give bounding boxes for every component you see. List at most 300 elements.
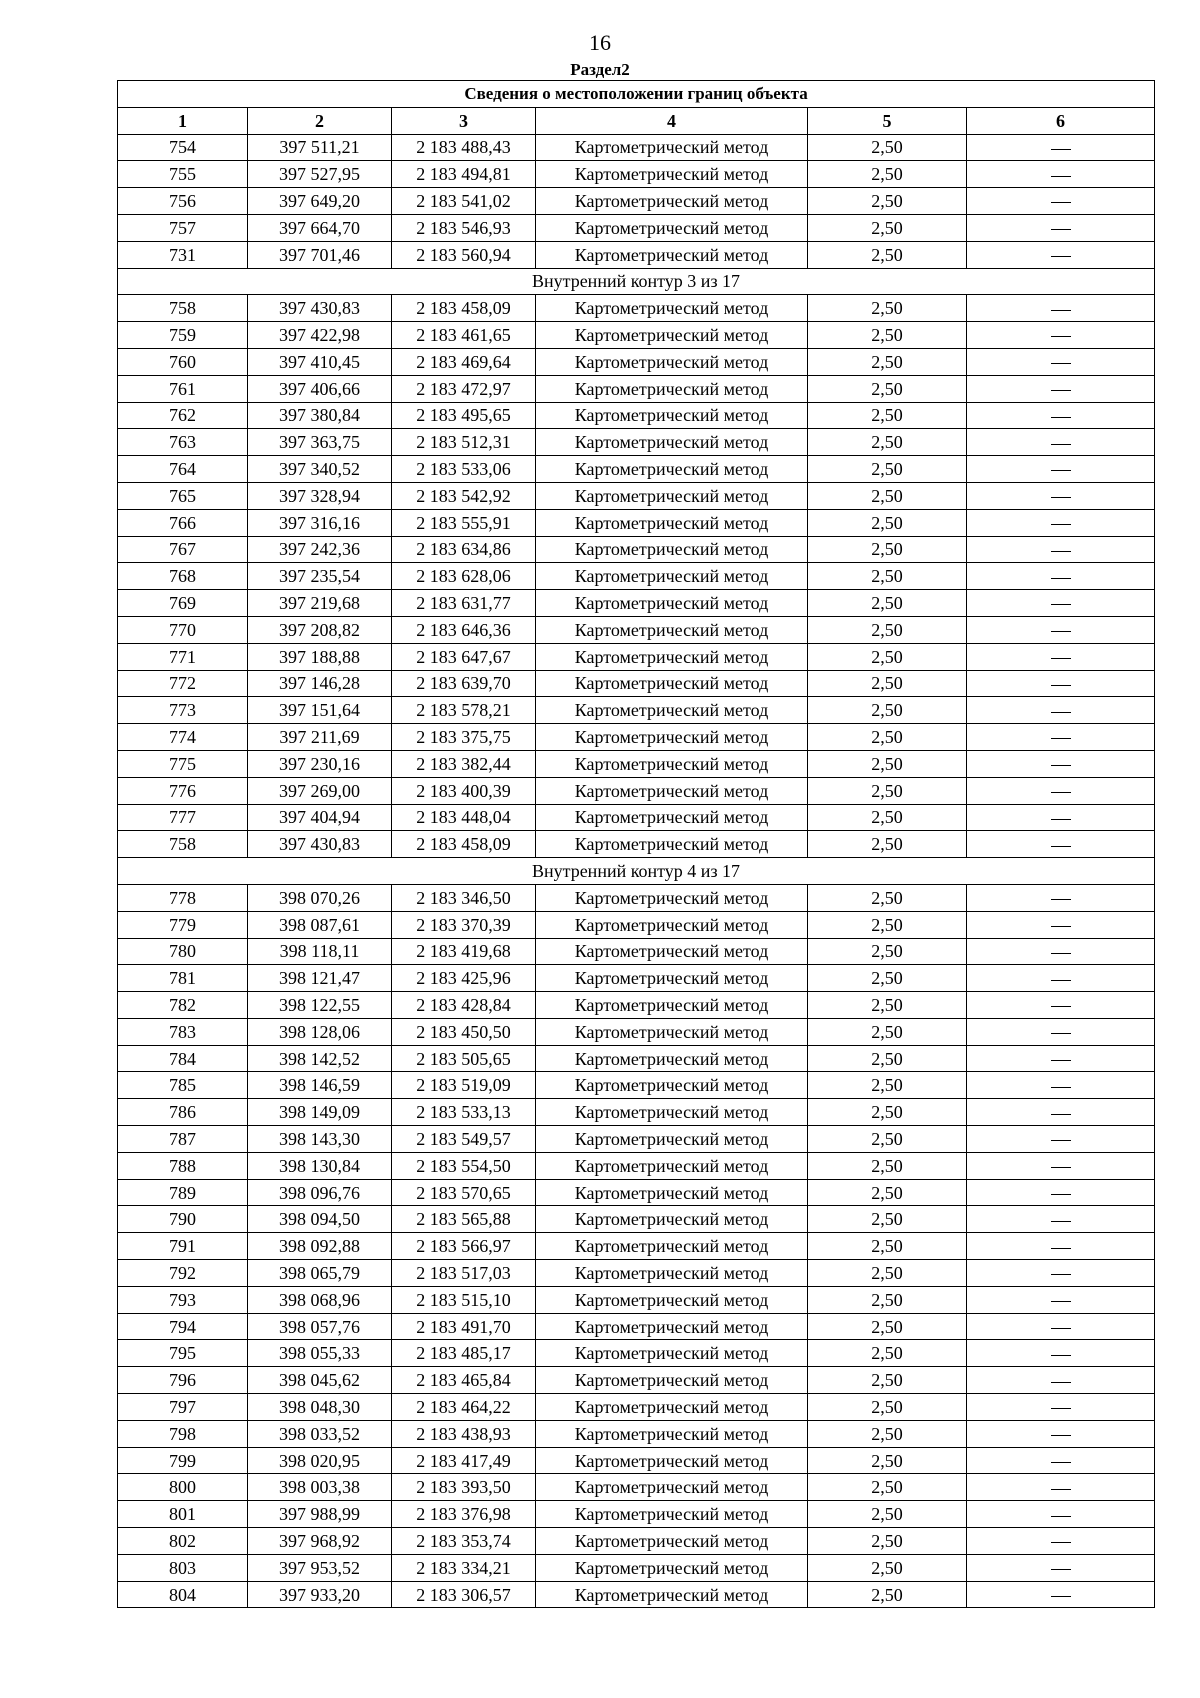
- em-dash: [1051, 792, 1071, 793]
- accuracy-cell: 2,50: [808, 1340, 967, 1367]
- method-cell: Картометрический метод: [536, 965, 808, 992]
- accuracy-cell: 2,50: [808, 965, 967, 992]
- point-number-cell: 788: [118, 1152, 248, 1179]
- point-number-cell: 772: [118, 670, 248, 697]
- method-cell: Картометрический метод: [536, 697, 808, 724]
- accuracy-cell: 2,50: [808, 295, 967, 322]
- em-dash: [1051, 1569, 1071, 1570]
- table-row: [118, 1045, 1155, 1072]
- table-row: [118, 1501, 1155, 1528]
- accuracy-cell: 2,50: [808, 992, 967, 1019]
- em-dash: [1051, 846, 1071, 847]
- column-header: 2: [248, 107, 392, 134]
- coord-x-cell: 397 406,66: [248, 375, 392, 402]
- point-number-cell: 758: [118, 295, 248, 322]
- accuracy-cell: 2,50: [808, 563, 967, 590]
- table-row: [118, 1260, 1155, 1287]
- accuracy-cell: 2,50: [808, 161, 967, 188]
- accuracy-cell: 2,50: [808, 1313, 967, 1340]
- em-dash: [1051, 336, 1071, 337]
- coord-x-cell: 398 048,30: [248, 1394, 392, 1421]
- table-row: [118, 1474, 1155, 1501]
- accuracy-cell: 2,50: [808, 188, 967, 215]
- table-row: [118, 214, 1155, 241]
- accuracy-cell: 2,50: [808, 938, 967, 965]
- accuracy-cell: 2,50: [808, 536, 967, 563]
- point-number-cell: 798: [118, 1420, 248, 1447]
- table-row: [118, 616, 1155, 643]
- coord-x-cell: 397 988,99: [248, 1501, 392, 1528]
- coord-y-cell: 2 183 400,39: [392, 777, 536, 804]
- table-row: [118, 1099, 1155, 1126]
- coord-y-cell: 2 183 505,65: [392, 1045, 536, 1072]
- table-row: [118, 750, 1155, 777]
- point-number-cell: 784: [118, 1045, 248, 1072]
- method-cell: Картометрический метод: [536, 1420, 808, 1447]
- coord-x-cell: 398 118,11: [248, 938, 392, 965]
- method-cell: Картометрический метод: [536, 1072, 808, 1099]
- em-dash: [1051, 497, 1071, 498]
- method-cell: Картометрический метод: [536, 1501, 808, 1528]
- description-cell: [967, 1099, 1155, 1126]
- em-dash: [1051, 1221, 1071, 1222]
- table-row: [118, 1367, 1155, 1394]
- coord-y-cell: 2 183 485,17: [392, 1340, 536, 1367]
- em-dash: [1051, 310, 1071, 311]
- coord-y-cell: 2 183 458,09: [392, 295, 536, 322]
- coord-y-cell: 2 183 541,02: [392, 188, 536, 215]
- point-number-cell: 801: [118, 1501, 248, 1528]
- accuracy-cell: 2,50: [808, 590, 967, 617]
- coord-x-cell: 397 664,70: [248, 214, 392, 241]
- method-cell: Картометрический метод: [536, 1260, 808, 1287]
- accuracy-cell: 2,50: [808, 831, 967, 858]
- table-row: [118, 134, 1155, 161]
- accuracy-cell: 2,50: [808, 1581, 967, 1608]
- method-cell: Картометрический метод: [536, 1206, 808, 1233]
- coord-x-cell: 397 933,20: [248, 1581, 392, 1608]
- point-number-cell: 756: [118, 188, 248, 215]
- point-number-cell: 768: [118, 563, 248, 590]
- description-cell: [967, 643, 1155, 670]
- description-cell: [967, 1340, 1155, 1367]
- coord-x-cell: 397 430,83: [248, 831, 392, 858]
- accuracy-cell: 2,50: [808, 1474, 967, 1501]
- method-cell: Картометрический метод: [536, 295, 808, 322]
- point-number-cell: 782: [118, 992, 248, 1019]
- table-row: [118, 938, 1155, 965]
- point-number-cell: 760: [118, 348, 248, 375]
- description-cell: [967, 590, 1155, 617]
- description-cell: [967, 884, 1155, 911]
- coord-x-cell: 397 146,28: [248, 670, 392, 697]
- table-row: [118, 509, 1155, 536]
- method-cell: Картометрический метод: [536, 804, 808, 831]
- em-dash: [1051, 390, 1071, 391]
- method-cell: Картометрический метод: [536, 1581, 808, 1608]
- accuracy-cell: 2,50: [808, 1126, 967, 1153]
- table-row: [118, 1179, 1155, 1206]
- point-number-cell: 786: [118, 1099, 248, 1126]
- table-row: [118, 241, 1155, 268]
- point-number-cell: 731: [118, 241, 248, 268]
- description-cell: [967, 1018, 1155, 1045]
- coord-y-cell: 2 183 448,04: [392, 804, 536, 831]
- table-row: [118, 590, 1155, 617]
- coord-x-cell: 397 188,88: [248, 643, 392, 670]
- coord-y-cell: 2 183 425,96: [392, 965, 536, 992]
- table-row: [118, 1394, 1155, 1421]
- coord-x-cell: 398 122,55: [248, 992, 392, 1019]
- coord-y-cell: 2 183 555,91: [392, 509, 536, 536]
- point-number-cell: 785: [118, 1072, 248, 1099]
- table-row: [118, 1072, 1155, 1099]
- method-cell: Картометрический метод: [536, 1233, 808, 1260]
- coord-y-cell: 2 183 566,97: [392, 1233, 536, 1260]
- coord-x-cell: 397 211,69: [248, 724, 392, 751]
- description-cell: [967, 724, 1155, 751]
- contour-label: Внутренний контур 3 из 17: [118, 268, 1155, 295]
- description-cell: [967, 1313, 1155, 1340]
- em-dash: [1051, 953, 1071, 954]
- accuracy-cell: 2,50: [808, 1179, 967, 1206]
- coord-x-cell: 398 057,76: [248, 1313, 392, 1340]
- em-dash: [1051, 1248, 1071, 1249]
- coord-y-cell: 2 183 428,84: [392, 992, 536, 1019]
- coord-y-cell: 2 183 346,50: [392, 884, 536, 911]
- accuracy-cell: 2,50: [808, 456, 967, 483]
- point-number-cell: 754: [118, 134, 248, 161]
- coord-x-cell: 398 055,33: [248, 1340, 392, 1367]
- em-dash: [1051, 738, 1071, 739]
- table-row: [118, 456, 1155, 483]
- coord-x-cell: 397 235,54: [248, 563, 392, 590]
- table-row: [118, 1420, 1155, 1447]
- coord-y-cell: 2 183 639,70: [392, 670, 536, 697]
- method-cell: Картометрический метод: [536, 1099, 808, 1126]
- description-cell: [967, 214, 1155, 241]
- coord-y-cell: 2 183 628,06: [392, 563, 536, 590]
- point-number-cell: 763: [118, 429, 248, 456]
- em-dash: [1051, 1087, 1071, 1088]
- method-cell: Картометрический метод: [536, 1126, 808, 1153]
- em-dash: [1051, 765, 1071, 766]
- coord-y-cell: 2 183 519,09: [392, 1072, 536, 1099]
- accuracy-cell: 2,50: [808, 134, 967, 161]
- coord-x-cell: 397 219,68: [248, 590, 392, 617]
- point-number-cell: 761: [118, 375, 248, 402]
- accuracy-cell: 2,50: [808, 1018, 967, 1045]
- coord-y-cell: 2 183 353,74: [392, 1528, 536, 1555]
- coord-x-cell: 398 130,84: [248, 1152, 392, 1179]
- coord-x-cell: 397 340,52: [248, 456, 392, 483]
- description-cell: [967, 911, 1155, 938]
- accuracy-cell: 2,50: [808, 1501, 967, 1528]
- accuracy-cell: 2,50: [808, 241, 967, 268]
- em-dash: [1051, 1328, 1071, 1329]
- coord-y-cell: 2 183 376,98: [392, 1501, 536, 1528]
- method-cell: Картометрический метод: [536, 509, 808, 536]
- coord-x-cell: 397 208,82: [248, 616, 392, 643]
- page-number: 16: [589, 30, 611, 55]
- table-row: [118, 1581, 1155, 1608]
- point-number-cell: 769: [118, 590, 248, 617]
- coord-x-cell: 397 404,94: [248, 804, 392, 831]
- description-cell: [967, 402, 1155, 429]
- accuracy-cell: 2,50: [808, 1420, 967, 1447]
- em-dash: [1051, 1462, 1071, 1463]
- em-dash: [1051, 470, 1071, 471]
- column-number-row: [118, 107, 1155, 134]
- em-dash: [1051, 1301, 1071, 1302]
- description-cell: [967, 241, 1155, 268]
- coord-x-cell: 397 269,00: [248, 777, 392, 804]
- description-cell: [967, 992, 1155, 1019]
- em-dash: [1051, 712, 1071, 713]
- point-number-cell: 802: [118, 1528, 248, 1555]
- em-dash: [1051, 819, 1071, 820]
- method-cell: Картометрический метод: [536, 1447, 808, 1474]
- accuracy-cell: 2,50: [808, 1152, 967, 1179]
- em-dash: [1051, 1060, 1071, 1061]
- point-number-cell: 790: [118, 1206, 248, 1233]
- coord-y-cell: 2 183 631,77: [392, 590, 536, 617]
- table-body: [118, 134, 1155, 1608]
- description-cell: [967, 804, 1155, 831]
- description-cell: [967, 1072, 1155, 1099]
- description-cell: [967, 563, 1155, 590]
- coord-x-cell: 398 121,47: [248, 965, 392, 992]
- point-number-cell: 804: [118, 1581, 248, 1608]
- accuracy-cell: 2,50: [808, 214, 967, 241]
- description-cell: [967, 1420, 1155, 1447]
- description-cell: [967, 375, 1155, 402]
- coord-y-cell: 2 183 375,75: [392, 724, 536, 751]
- method-cell: Картометрический метод: [536, 590, 808, 617]
- method-cell: Картометрический метод: [536, 348, 808, 375]
- table-row: [118, 831, 1155, 858]
- accuracy-cell: 2,50: [808, 1394, 967, 1421]
- description-cell: [967, 750, 1155, 777]
- description-cell: [967, 1528, 1155, 1555]
- point-number-cell: 776: [118, 777, 248, 804]
- coord-x-cell: 398 094,50: [248, 1206, 392, 1233]
- point-number-cell: 762: [118, 402, 248, 429]
- description-cell: [967, 965, 1155, 992]
- point-number-cell: 779: [118, 911, 248, 938]
- em-dash: [1051, 926, 1071, 927]
- point-number-cell: 773: [118, 697, 248, 724]
- accuracy-cell: 2,50: [808, 750, 967, 777]
- method-cell: Картометрический метод: [536, 1152, 808, 1179]
- table-row: [118, 1018, 1155, 1045]
- description-cell: [967, 1394, 1155, 1421]
- method-cell: Картометрический метод: [536, 616, 808, 643]
- description-cell: [967, 831, 1155, 858]
- em-dash: [1051, 1382, 1071, 1383]
- em-dash: [1051, 1140, 1071, 1141]
- point-number-cell: 789: [118, 1179, 248, 1206]
- coord-x-cell: 397 316,16: [248, 509, 392, 536]
- coord-y-cell: 2 183 393,50: [392, 1474, 536, 1501]
- coord-y-cell: 2 183 370,39: [392, 911, 536, 938]
- coord-y-cell: 2 183 554,50: [392, 1152, 536, 1179]
- em-dash: [1051, 1596, 1071, 1597]
- description-cell: [967, 1501, 1155, 1528]
- table-row: [118, 1126, 1155, 1153]
- coord-y-cell: 2 183 488,43: [392, 134, 536, 161]
- coord-y-cell: 2 183 334,21: [392, 1554, 536, 1581]
- accuracy-cell: 2,50: [808, 402, 967, 429]
- method-cell: Картометрический метод: [536, 1367, 808, 1394]
- table-row: [118, 884, 1155, 911]
- coord-x-cell: 397 410,45: [248, 348, 392, 375]
- coord-y-cell: 2 183 533,13: [392, 1099, 536, 1126]
- coord-y-cell: 2 183 464,22: [392, 1394, 536, 1421]
- point-number-cell: 792: [118, 1260, 248, 1287]
- coord-y-cell: 2 183 646,36: [392, 616, 536, 643]
- coord-y-cell: 2 183 570,65: [392, 1179, 536, 1206]
- accuracy-cell: 2,50: [808, 348, 967, 375]
- description-cell: [967, 1581, 1155, 1608]
- coord-x-cell: 397 968,92: [248, 1528, 392, 1555]
- point-number-cell: 775: [118, 750, 248, 777]
- description-cell: [967, 1206, 1155, 1233]
- table-row: [118, 1528, 1155, 1555]
- table-row: [118, 1206, 1155, 1233]
- point-number-cell: 755: [118, 161, 248, 188]
- method-cell: Картометрический метод: [536, 1313, 808, 1340]
- coord-x-cell: 398 068,96: [248, 1286, 392, 1313]
- point-number-cell: 793: [118, 1286, 248, 1313]
- method-cell: Картометрический метод: [536, 1554, 808, 1581]
- coord-y-cell: 2 183 578,21: [392, 697, 536, 724]
- description-cell: [967, 482, 1155, 509]
- coord-y-cell: 2 183 461,65: [392, 322, 536, 349]
- method-cell: Картометрический метод: [536, 1528, 808, 1555]
- coord-x-cell: 397 242,36: [248, 536, 392, 563]
- method-cell: Картометрический метод: [536, 456, 808, 483]
- method-cell: Картометрический метод: [536, 563, 808, 590]
- coord-x-cell: 398 092,88: [248, 1233, 392, 1260]
- method-cell: Картометрический метод: [536, 161, 808, 188]
- point-number-cell: 757: [118, 214, 248, 241]
- coord-y-cell: 2 183 542,92: [392, 482, 536, 509]
- em-dash: [1051, 1006, 1071, 1007]
- table-row: [118, 965, 1155, 992]
- coord-y-cell: 2 183 465,84: [392, 1367, 536, 1394]
- accuracy-cell: 2,50: [808, 804, 967, 831]
- table-row: [118, 536, 1155, 563]
- method-cell: Картометрический метод: [536, 188, 808, 215]
- em-dash: [1051, 685, 1071, 686]
- accuracy-cell: 2,50: [808, 911, 967, 938]
- point-number-cell: 797: [118, 1394, 248, 1421]
- coord-x-cell: 398 128,06: [248, 1018, 392, 1045]
- coord-y-cell: 2 183 560,94: [392, 241, 536, 268]
- coord-y-cell: 2 183 458,09: [392, 831, 536, 858]
- em-dash: [1051, 658, 1071, 659]
- method-cell: Картометрический метод: [536, 724, 808, 751]
- em-dash: [1051, 256, 1071, 257]
- point-number-cell: 780: [118, 938, 248, 965]
- em-dash: [1051, 417, 1071, 418]
- coord-y-cell: 2 183 438,93: [392, 1420, 536, 1447]
- accuracy-cell: 2,50: [808, 429, 967, 456]
- method-cell: Картометрический метод: [536, 375, 808, 402]
- method-cell: Картометрический метод: [536, 429, 808, 456]
- accuracy-cell: 2,50: [808, 777, 967, 804]
- accuracy-cell: 2,50: [808, 724, 967, 751]
- point-number-cell: 781: [118, 965, 248, 992]
- coord-x-cell: 398 065,79: [248, 1260, 392, 1287]
- em-dash: [1051, 1274, 1071, 1275]
- point-number-cell: 766: [118, 509, 248, 536]
- description-cell: [967, 456, 1155, 483]
- table-row: [118, 724, 1155, 751]
- description-cell: [967, 1152, 1155, 1179]
- point-number-cell: 787: [118, 1126, 248, 1153]
- column-header: 3: [392, 107, 536, 134]
- table-row: [118, 1152, 1155, 1179]
- description-cell: [967, 536, 1155, 563]
- table-row: [118, 429, 1155, 456]
- table-row: [118, 188, 1155, 215]
- em-dash: [1051, 1489, 1071, 1490]
- description-cell: [967, 670, 1155, 697]
- method-cell: Картометрический метод: [536, 643, 808, 670]
- coord-x-cell: 397 649,20: [248, 188, 392, 215]
- point-number-cell: 759: [118, 322, 248, 349]
- point-number-cell: 800: [118, 1474, 248, 1501]
- em-dash: [1051, 149, 1071, 150]
- accuracy-cell: 2,50: [808, 1206, 967, 1233]
- coord-x-cell: 398 003,38: [248, 1474, 392, 1501]
- coord-y-cell: 2 183 494,81: [392, 161, 536, 188]
- method-cell: Картометрический метод: [536, 1179, 808, 1206]
- point-number-cell: 770: [118, 616, 248, 643]
- accuracy-cell: 2,50: [808, 1554, 967, 1581]
- coord-x-cell: 397 151,64: [248, 697, 392, 724]
- coord-y-cell: 2 183 647,67: [392, 643, 536, 670]
- point-number-cell: 774: [118, 724, 248, 751]
- coord-x-cell: 397 511,21: [248, 134, 392, 161]
- coord-x-cell: 397 527,95: [248, 161, 392, 188]
- coord-x-cell: 398 096,76: [248, 1179, 392, 1206]
- em-dash: [1051, 1408, 1071, 1409]
- coord-y-cell: 2 183 450,50: [392, 1018, 536, 1045]
- coord-x-cell: 398 146,59: [248, 1072, 392, 1099]
- accuracy-cell: 2,50: [808, 509, 967, 536]
- accuracy-cell: 2,50: [808, 670, 967, 697]
- accuracy-cell: 2,50: [808, 482, 967, 509]
- method-cell: Картометрический метод: [536, 214, 808, 241]
- em-dash: [1051, 578, 1071, 579]
- em-dash: [1051, 363, 1071, 364]
- coord-y-cell: 2 183 419,68: [392, 938, 536, 965]
- em-dash: [1051, 1033, 1071, 1034]
- point-number-cell: 778: [118, 884, 248, 911]
- table-row: [118, 804, 1155, 831]
- column-header: 1: [118, 107, 248, 134]
- method-cell: Картометрический метод: [536, 1394, 808, 1421]
- em-dash: [1051, 551, 1071, 552]
- em-dash: [1051, 1167, 1071, 1168]
- method-cell: Картометрический метод: [536, 1474, 808, 1501]
- em-dash: [1051, 980, 1071, 981]
- em-dash: [1051, 202, 1071, 203]
- description-cell: [967, 1447, 1155, 1474]
